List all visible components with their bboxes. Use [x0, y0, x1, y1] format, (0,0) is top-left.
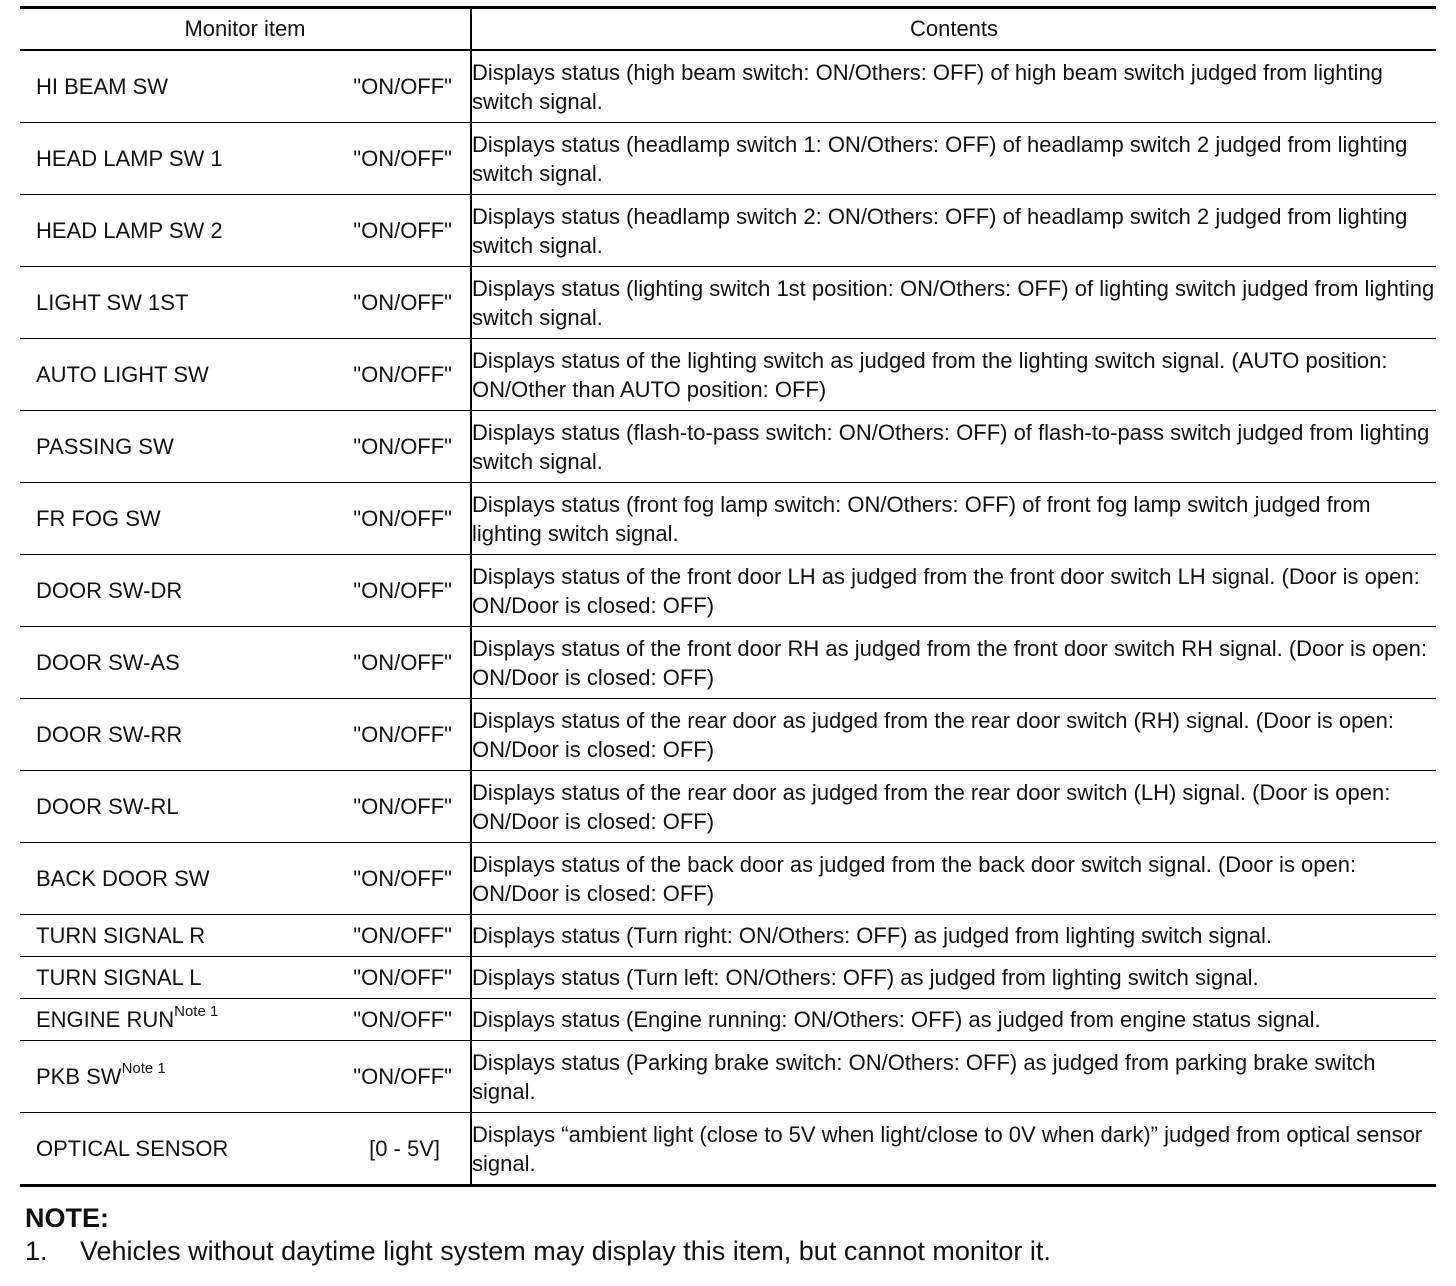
monitor-item-name — [36, 1059, 166, 1090]
monitor-item-name — [36, 218, 223, 244]
note-section — [20, 1203, 1436, 1268]
monitor-item-label: DOOR SW-RR — [36, 721, 183, 747]
contents-cell: Displays status (Turn right: ON/Others: OFF) as judged from lighting switch signal. — [471, 915, 1436, 957]
contents-cell: Displays status (front fog lamp switch: ON/Others: OFF) of front fog lamp switch judged from lighting switch signal. — [471, 483, 1436, 555]
contents-cell: Displays status (lighting switch 1st position: ON/Others: OFF) of lighting switch judged from lighting switch signal. — [471, 267, 1436, 339]
contents-cell: Displays status (headlamp switch 1: ON/Others: OFF) of headlamp switch 2 judged from lighting switch signal. — [471, 123, 1436, 195]
monitor-item-value: "ON/OFF" — [353, 865, 452, 891]
note-title: NOTE: — [25, 1203, 109, 1233]
monitor-item-cell — [20, 843, 471, 915]
contents-cell: Displays status of the back door as judged from the back door switch signal. (Door is open: ON/Door is closed: OFF) — [471, 843, 1436, 915]
note-item-text: Vehicles without daytime light system may display this item, but cannot monitor it. — [80, 1236, 1051, 1266]
note-reference: Note 1 — [121, 1059, 166, 1077]
monitor-item-value: "ON/OFF" — [353, 73, 452, 99]
contents-cell: Displays status (Parking brake switch: ON/Others: OFF) as judged from parking brake switch signal. — [471, 1041, 1436, 1113]
monitor-item-cell — [20, 1113, 471, 1186]
monitor-item-cell — [20, 123, 471, 195]
monitor-item-name — [36, 866, 210, 892]
monitor-item-label: DOOR SW-DR — [36, 577, 183, 603]
table-row — [20, 411, 1436, 483]
table-row — [20, 483, 1436, 555]
monitor-item-value: "ON/OFF" — [353, 289, 452, 315]
monitor-item-name — [36, 74, 168, 100]
monitor-item-value: "ON/OFF" — [353, 964, 452, 990]
table-row — [20, 195, 1436, 267]
monitor-item-cell — [20, 957, 471, 999]
monitor-item-value: "ON/OFF" — [353, 793, 452, 819]
monitor-item-label: LIGHT SW 1ST — [36, 289, 189, 315]
monitor-item-cell — [20, 699, 471, 771]
monitor-item-cell — [20, 411, 471, 483]
monitor-item-name — [36, 578, 182, 604]
monitor-item-name — [36, 650, 180, 676]
table-row — [20, 50, 1436, 123]
table-row — [20, 843, 1436, 915]
note-item-number: 1. — [25, 1236, 48, 1266]
table-row — [20, 123, 1436, 195]
monitor-item-label: TURN SIGNAL L — [36, 964, 202, 990]
monitor-item-label: BACK DOOR SW — [36, 865, 210, 891]
monitor-item-cell — [20, 771, 471, 843]
monitor-item-name — [36, 362, 209, 388]
table-row — [20, 555, 1436, 627]
table-row — [20, 339, 1436, 411]
monitor-item-label: TURN SIGNAL R — [36, 922, 206, 948]
table-body — [20, 50, 1436, 1186]
contents-cell: Displays status of the rear door as judged from the rear door switch (RH) signal. (Door is open: ON/Door is closed: OFF) — [471, 699, 1436, 771]
monitor-item-cell — [20, 555, 471, 627]
monitor-item-name — [36, 146, 223, 172]
monitor-item-name — [36, 965, 201, 991]
table-row — [20, 1113, 1436, 1186]
monitor-item-cell — [20, 50, 471, 123]
monitor-item-label: DOOR SW-AS — [36, 649, 180, 675]
monitor-item-label: HEAD LAMP SW 2 — [36, 217, 223, 243]
note-list — [25, 1234, 1436, 1268]
monitor-item-name — [36, 290, 188, 316]
contents-cell: Displays “ambient light (close to 5V when light/close to 0V when dark)” judged from optical sensor signal. — [472, 1121, 1423, 1176]
contents-cell: Displays status (high beam switch: ON/Others: OFF) of high beam switch judged from lighting switch signal. — [471, 50, 1436, 123]
monitor-item-value: "ON/OFF" — [353, 721, 452, 747]
contents-cell: Displays status (flash-to-pass switch: ON/Others: OFF) of flash-to-pass switch judged from lighting switch signal. — [471, 411, 1436, 483]
monitor-item-label: PKB SW — [36, 1063, 122, 1089]
monitor-item-name — [36, 923, 205, 949]
header-monitor-item: Monitor item — [20, 8, 471, 51]
monitor-item-cell — [20, 483, 471, 555]
contents-cell: Displays status of the rear door as judged from the rear door switch (LH) signal. (Door is open: ON/Door is closed: OFF) — [471, 771, 1436, 843]
table-row — [20, 915, 1436, 957]
table-row — [20, 999, 1436, 1041]
monitor-item-label: HEAD LAMP SW 1 — [36, 145, 223, 171]
note-item — [25, 1234, 1436, 1268]
monitor-item-name — [36, 506, 161, 532]
table-row — [20, 267, 1436, 339]
monitor-item-label: ENGINE RUN — [36, 1006, 175, 1032]
monitor-item-value: "ON/OFF" — [353, 1063, 452, 1089]
monitor-item-cell — [20, 915, 471, 957]
header-contents: Contents — [471, 8, 1436, 51]
contents-cell: Displays status of the front door RH as judged from the front door switch RH signal. (Door is open: ON/Door is closed: OFF) — [471, 627, 1436, 699]
monitor-item-cell — [20, 1041, 471, 1113]
contents-cell: Displays status (Engine running: ON/Others: OFF) as judged from engine status signal. — [471, 999, 1436, 1041]
table-row — [20, 957, 1436, 999]
monitor-item-value: "ON/OFF" — [353, 1006, 452, 1032]
monitor-item-cell — [20, 339, 471, 411]
table-row — [20, 699, 1436, 771]
contents-cell: Displays status of the front door LH as judged from the front door switch LH signal. (Door is open: ON/Door is closed: OFF) — [471, 555, 1436, 627]
monitor-item-label: PASSING SW — [36, 433, 174, 459]
contents-cell: Displays status of the lighting switch as judged from the lighting switch signal. (AUTO position: ON/Other than AUTO position: OFF) — [471, 339, 1436, 411]
table-header-row — [20, 8, 1436, 51]
document-page — [20, 6, 1436, 1268]
monitor-item-cell — [20, 627, 471, 699]
monitor-item-name — [36, 1002, 219, 1033]
monitor-item-name — [36, 1136, 228, 1162]
monitor-item-value: "ON/OFF" — [353, 145, 452, 171]
monitor-item-value: "ON/OFF" — [353, 649, 452, 675]
monitor-item-name — [36, 722, 182, 748]
monitor-item-label: FR FOG SW — [36, 505, 161, 531]
monitor-item-cell — [20, 267, 471, 339]
monitor-item-cell — [20, 195, 471, 267]
monitor-item-label: DOOR SW-RL — [36, 793, 179, 819]
monitor-item-label: AUTO LIGHT SW — [36, 361, 209, 387]
table-row — [20, 627, 1436, 699]
monitor-item-value: "ON/OFF" — [353, 922, 452, 948]
contents-cell: Displays status (Turn left: ON/Others: OFF) as judged from lighting switch signal. — [471, 957, 1436, 999]
monitor-item-table — [20, 6, 1436, 1187]
table-row — [20, 1041, 1436, 1113]
monitor-item-value: "ON/OFF" — [353, 505, 452, 531]
monitor-item-label: HI BEAM SW — [36, 73, 169, 99]
monitor-item-value: "ON/OFF" — [353, 217, 452, 243]
note-reference: Note 1 — [174, 1002, 219, 1020]
monitor-item-value: "ON/OFF" — [353, 577, 452, 603]
monitor-item-value: "ON/OFF" — [353, 361, 452, 387]
table-row — [20, 771, 1436, 843]
monitor-item-name — [36, 794, 179, 820]
monitor-item-value: [0 - 5V] — [369, 1135, 440, 1161]
monitor-item-name — [36, 434, 174, 460]
monitor-item-value: "ON/OFF" — [353, 433, 452, 459]
monitor-item-label: OPTICAL SENSOR — [36, 1135, 229, 1161]
monitor-item-cell — [20, 999, 471, 1041]
contents-cell: Displays status (headlamp switch 2: ON/Others: OFF) of headlamp switch 2 judged from lighting switch signal. — [471, 195, 1436, 267]
